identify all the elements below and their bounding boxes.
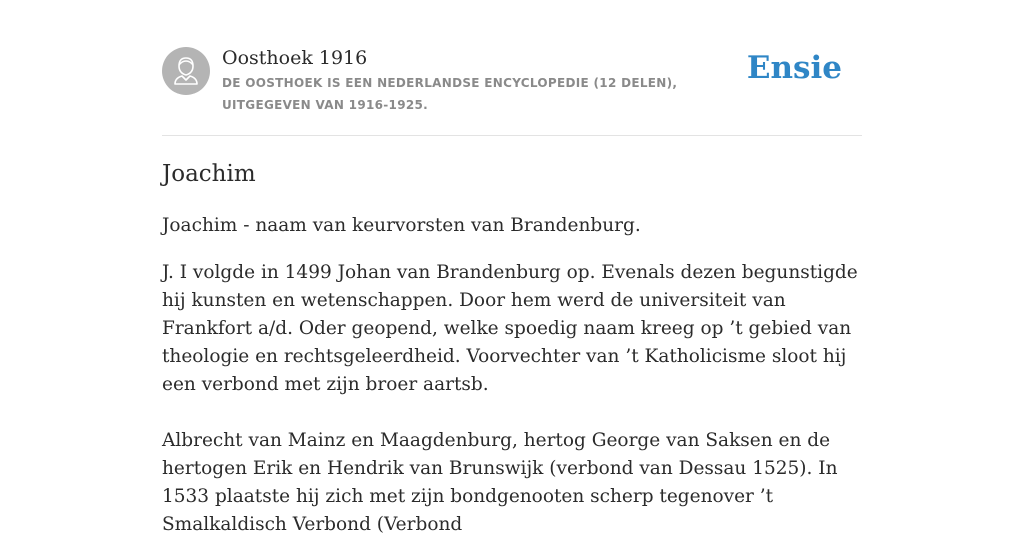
- article-paragraph: Albrecht van Mainz en Maagdenburg, hertog George van Saksen en de hertogen Erik en Hendrik van Brunswijk (verbond van Dessau 1525). In 1533 plaatste hij zich met zijn bondgenooten scherp tegenover ’t Smalkaldisch Verbond (Verbond: [162, 430, 838, 535]
- source-header: [162, 46, 862, 136]
- article-paragraph: Joachim - naam van keurvorsten van Brandenburg.: [162, 215, 641, 236]
- header-divider: [162, 135, 862, 136]
- article-paragraph: J. I volgde in 1499 Johan van Brandenburg op. Evenals dezen begunstigde hij kunsten en wetenschappen. Door hem werd de universiteit van Frankfort a/d. Oder geopend, welke spoedig naam kreeg op ’t gebied van theologie en rechtsgeleerdheid. Voorvechter van ’t Katholicisme sloot hij een verbond met zijn broer aartsb.: [162, 262, 858, 395]
- source-description: DE OOSTHOEK IS EEN NEDERLANDSE ENCYCLOPEDIE (12 DELEN), UITGEGEVEN VAN 1916-1925.: [222, 76, 678, 112]
- user-outline-icon: [162, 47, 210, 95]
- ensie-logo[interactable]: Ensie: [746, 50, 842, 86]
- article-title: Joachim: [162, 161, 256, 187]
- source-title[interactable]: Oosthoek 1916: [222, 47, 368, 69]
- source-avatar[interactable]: [162, 47, 210, 95]
- article-body: [162, 212, 862, 558]
